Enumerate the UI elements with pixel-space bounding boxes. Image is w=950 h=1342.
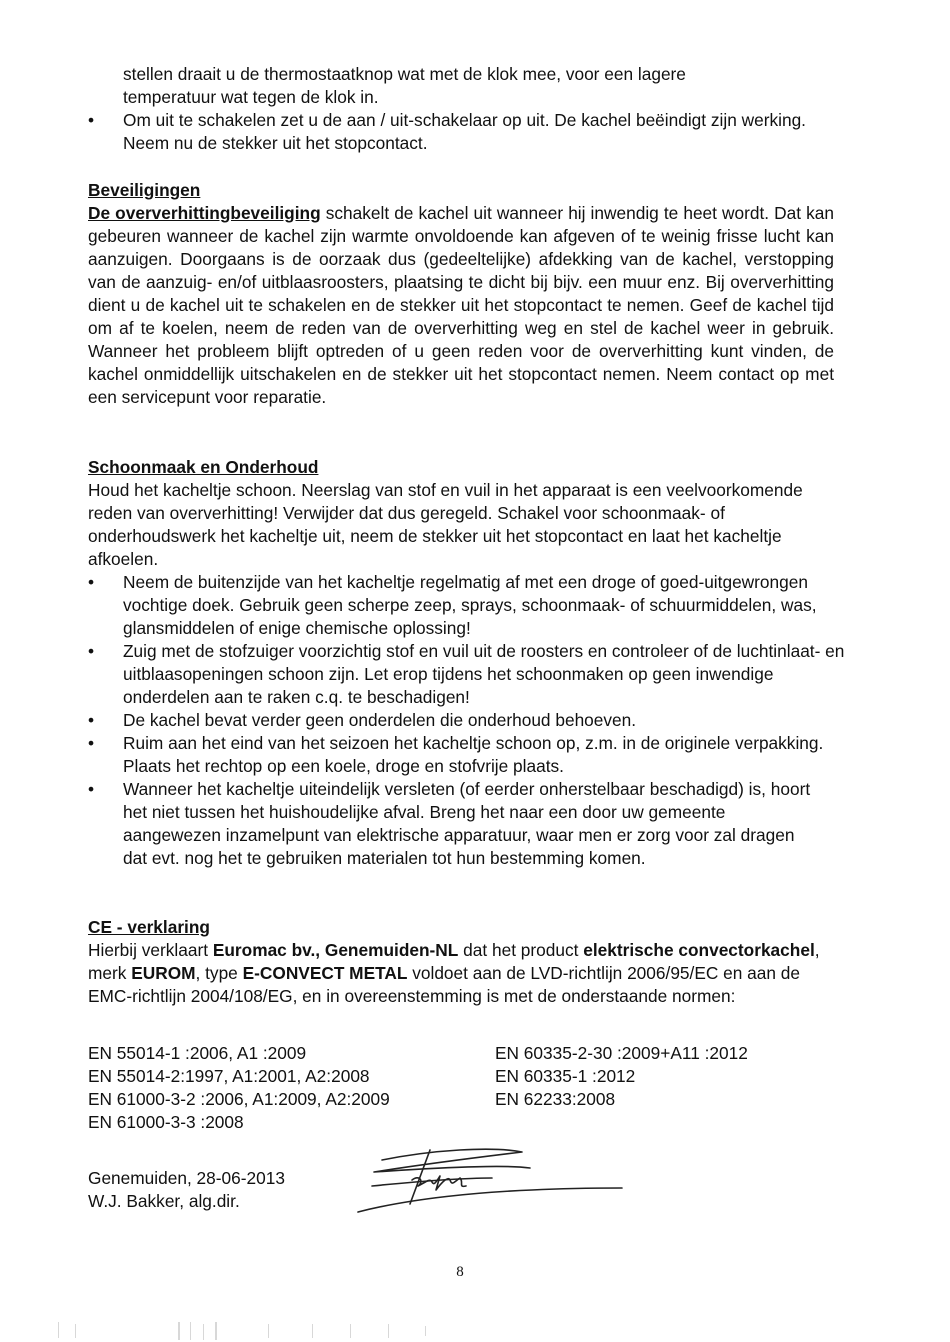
- list-item: • De kachel bevat verder geen onderdelen die onderhoud behoeven.: [88, 710, 637, 730]
- signatory-name: W.J. Bakker, alg.dir.: [88, 1191, 240, 1211]
- scan-artifact: [0, 1318, 950, 1342]
- onderhoud-intro: Houd het kacheltje schoon. Neerslag van stof en vuil in het apparaat is een veelvoorkomende reden van oververhitting! Verwijder dat dus geregeld. Schakel voor schoonmaak- of onderhoudswerk het kacheltje uit, neem de stekker uit het stopcontact en laat het kacheltje afkoelen.: [88, 480, 803, 569]
- signature-image: [352, 1138, 627, 1218]
- section-heading-ce: CE - verklaring: [88, 917, 210, 937]
- norms-left: EN 55014-1 :2006, A1 :2009 EN 55014-2:1997, A1:2001, A2:2008 EN 61000-3-2 :2006, A1:2009, A2:2009 EN 61000-3-3 :2008: [88, 1043, 390, 1132]
- list-item: • Neem de buitenzijde van het kacheltje regelmatig af met een droge of goed-uitgewrongen vochtige doek. Gebruik geen scherpe zeep, sprays, schoonmaak- of schuurmiddelen, was, glansmiddelen of enige chemische oplossing!: [88, 572, 817, 638]
- norms-right: EN 60335-2-30 :2009+A11 :2012 EN 60335-1 :2012 EN 62233:2008: [495, 1043, 748, 1109]
- list-item: • Wanneer het kacheltje uiteindelijk versleten (of eerder onherstelbaar beschadigd) is, hoort het niet tussen het huishoudelijke afval. Breng het naar een door uw gemeente aangewezen inzamelpunt van elektrische apparatuur, waar men er zorg voor zal dragen dat evt. nog het te gebruiken materialen tot hun bestemming komen.: [88, 779, 811, 868]
- continuation-text: stellen draait u de thermostaatknop wat met de klok mee, voor een lagere temperatuur wat tegen de klok in.: [123, 64, 686, 107]
- place-date: Genemuiden, 28-06-2013: [88, 1168, 285, 1188]
- term-oververhittingbeveiliging: De oververhittingbeveiliging: [88, 203, 321, 223]
- section-heading-beveiligingen: Beveiligingen: [88, 180, 201, 200]
- section-heading-onderhoud: Schoonmaak en Onderhoud: [88, 457, 319, 477]
- list-item: • Om uit te schakelen zet u de aan / uit-schakelaar op uit. De kachel beëindigt zijn werking. Neem nu de stekker uit het stopcontact.: [88, 110, 806, 153]
- list-item: • Ruim aan het eind van het seizoen het kacheltje schoon op, z.m. in de originele verpakking. Plaats het rechtop op een koele, droge en stofvrije plaats.: [88, 733, 824, 776]
- signature-block: [88, 1167, 285, 1213]
- beveiligingen-paragraph: De oververhittingbeveiliging schakelt de kachel uit wanneer hij inwendig te heet wordt. Dat kan gebeuren wanneer de kachel zijn warmte onvoldoende kan afgeven of te weinig frisse lucht kan aanzuigen. Doorgaans is de oorzaak dus (gedeeltelijke) afdekking van de kachel, verstopping van de aanzuig- en/of uitblaasroosters, plaatsing te dicht bij bijv. een muur enz. Bij oververhitting dient u de kachel uit te schakelen en de stekker uit het stopcontact te nemen. Geef de kachel tijd om af te koelen, neem de reden van de oververhitting weg en stel de kachel weer in gebruik. Wanneer het probleem blijft optreden of u geen reden voor de oververhitting kunt vinden, de kachel onmiddellijk uitschakelen en de stekker uit het stopcontact nemen. Neem contact op met een servicepunt voor reparatie.: [88, 203, 834, 407]
- list-item: • Zuig met de stofzuiger voorzichtig stof en vuil uit de roosters en controleer of de luchtinlaat- en uitblaasopeningen schoon zijn. Let erop tijdens het schoonmaken op geen inwendige onderdelen aan te raken c.q. te beschadigen!: [88, 641, 845, 707]
- page-number: 8: [456, 1264, 464, 1280]
- ce-paragraph: Hierbij verklaart Euromac bv., Genemuiden-NL dat het product elektrische convectorkachel, merk EUROM, type E-CONVECT METAL voldoet aan de LVD-richtlijn 2006/95/EC en aan de EMC-richtlijn 2004/108/EG, en in overeenstemming is met de onderstaande normen:: [88, 940, 820, 1006]
- bullet-icon: •: [88, 110, 95, 130]
